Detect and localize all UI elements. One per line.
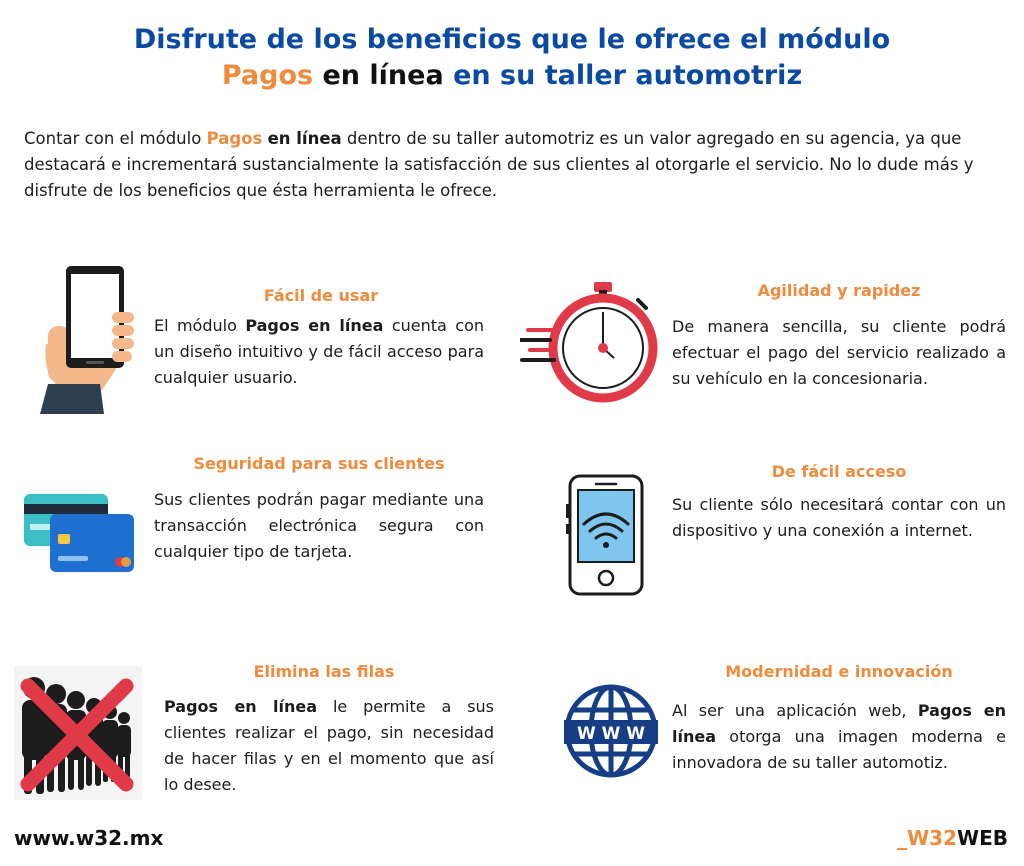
seguridad-text: Sus clientes podrán pagar mediante una transacción electrónica segura con cualquier tipo de tarjeta. <box>154 490 484 561</box>
intro-part-2: dentro de su taller automotriz es un valor agregado en su agencia, ya que destacará e incrementará sustancialmente la satisfacción de sus clientes al otorgarle el servicio. No lo dude más y disfrute de los beneficios que ésta herramienta le ofrece. <box>24 129 974 200</box>
stopwatch-icon <box>520 276 660 416</box>
no-queue-icon <box>14 666 142 800</box>
intro-en-linea: en línea <box>267 129 342 148</box>
facil-text <box>154 313 484 391</box>
title-line-1: Disfrute de los beneficios que le ofrece el módulo <box>133 24 891 55</box>
intro-part-1: Contar con el módulo <box>24 129 207 148</box>
intro-pagos: Pagos <box>206 129 263 148</box>
smartphone-hand-icon <box>40 266 140 414</box>
agilidad-heading: Agilidad y rapidez <box>757 281 921 300</box>
modernidad-text <box>672 698 1006 776</box>
facil-heading: Fácil de usar <box>263 286 379 305</box>
filas-text-post: le permite a sus clientes realizar el pago, sin necesidad de hacer filas y en el momento que así lo desee. <box>164 697 495 794</box>
title-pagos: Pagos <box>221 60 314 91</box>
intro-paragraph <box>24 126 1002 204</box>
agilidad-text: De manera sencilla, su cliente podrá efectuar el pago del servicio realizado a su vehículo en la concesionaria. <box>672 317 1006 388</box>
phone-wifi-icon <box>566 474 646 596</box>
facil-text-post: cuenta con un diseño intuitivo y de fácil acceso para cualquier usuario. <box>154 316 485 387</box>
modernidad-text-bold: Pagos en línea <box>672 701 1006 746</box>
acceso-heading: De fácil acceso <box>771 462 907 481</box>
footer-website-link[interactable]: www.w32.mx <box>14 826 164 850</box>
modernidad-text-pre: Al ser una aplicación web, <box>672 701 918 720</box>
acceso-text: Su cliente sólo necesitará contar con un dispositivo y una conexión a internet. <box>672 495 1006 540</box>
title-line-2 <box>0 58 1024 94</box>
filas-heading: Elimina las filas <box>253 662 395 681</box>
globe-www-label: W W W <box>576 724 646 744</box>
footer-brand-w32: _W32 <box>897 826 958 850</box>
facil-text-pre: El módulo <box>154 316 246 335</box>
modernidad-heading: Modernidad e innovación <box>725 662 953 681</box>
footer-brand-web: WEB <box>957 826 1008 850</box>
modernidad-text-post: otorga una imagen moderna e innovadora de su taller automotiz. <box>672 727 1006 772</box>
footer-brand-logo <box>897 826 1008 850</box>
page-title <box>0 22 1024 94</box>
credit-cards-icon <box>24 494 136 576</box>
globe-www-icon <box>564 682 658 780</box>
title-taller: en su taller automotriz <box>453 60 803 91</box>
seguridad-heading: Seguridad para sus clientes <box>193 454 445 473</box>
title-en-linea: en línea <box>322 60 444 91</box>
facil-text-bold: Pagos en línea <box>245 316 384 335</box>
filas-text-bold: Pagos en línea <box>164 697 318 716</box>
filas-text <box>164 694 494 798</box>
